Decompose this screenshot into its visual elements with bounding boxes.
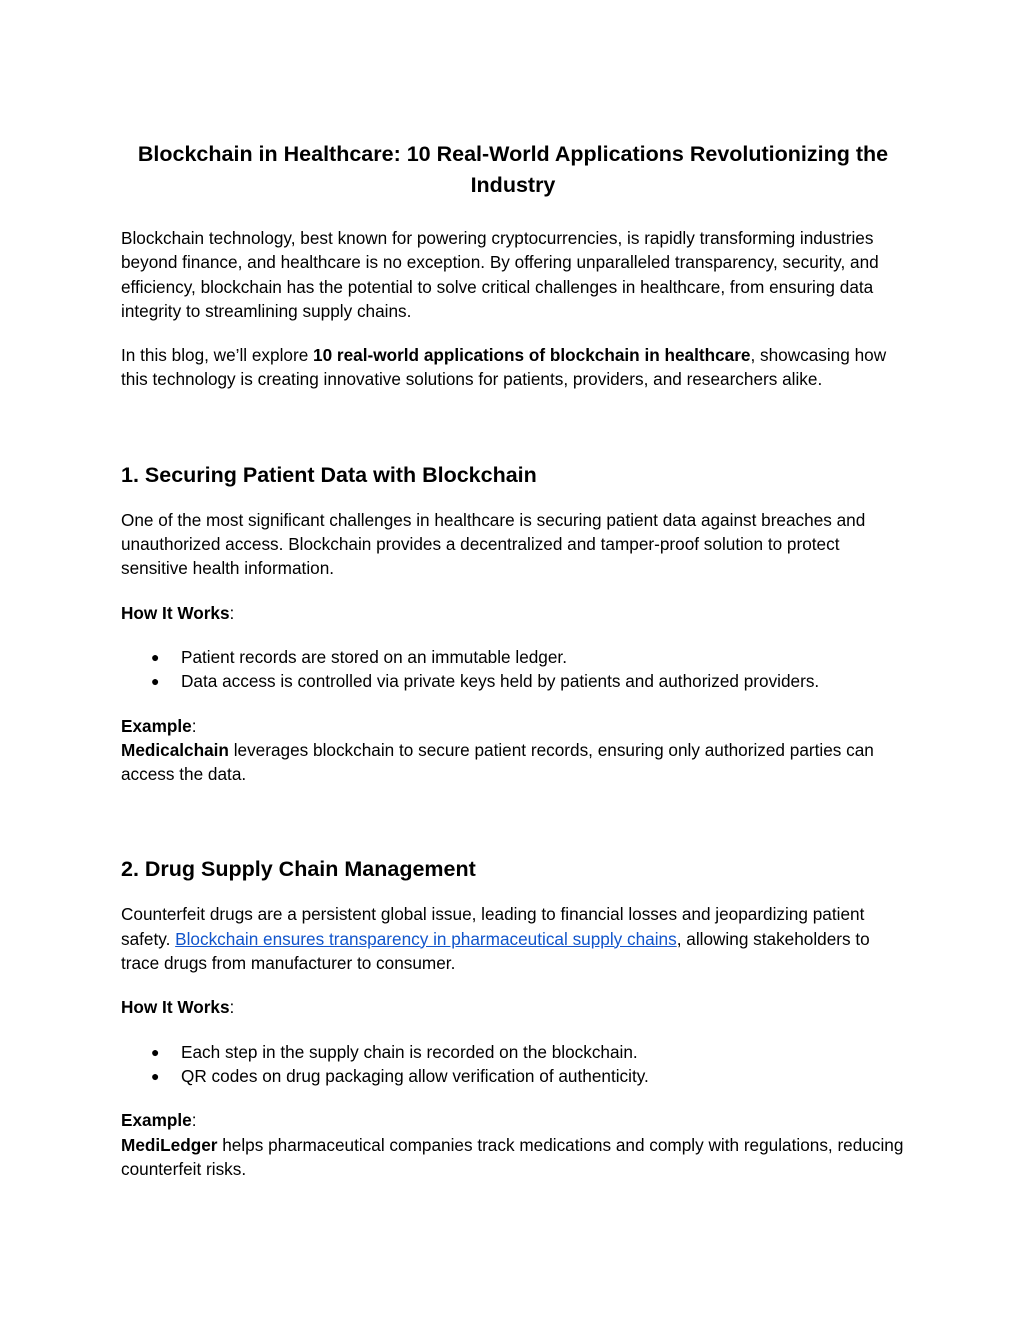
list-item xyxy=(121,1064,905,1088)
colon: : xyxy=(229,997,235,1018)
example-name: MediLedger xyxy=(121,1134,218,1155)
colon: : xyxy=(191,715,197,736)
how-it-works-label xyxy=(121,995,905,1019)
how-it-works-text: How It Works xyxy=(121,602,230,623)
example-description: leverages blockchain to secure patient records, ensuring only authorized parties can access the data. xyxy=(121,739,874,785)
example-label xyxy=(121,1108,905,1132)
bullet-list xyxy=(121,1040,905,1089)
example-label xyxy=(121,714,905,738)
how-it-works-text: How It Works xyxy=(121,997,230,1018)
document-page xyxy=(121,139,905,1181)
intro-paragraph: Blockchain technology, best known for powering cryptocurrencies, is rapidly transforming industries beyond finance, and healthcare is no exception. By offering unparalleled transparency, security, and efficiency, blockchain has the potential to solve critical challenges in healthcare, from ensuring data integrity to streamlining supply chains. xyxy=(121,228,879,321)
list-item-text: Patient records are stored on an immutable ledger. xyxy=(181,646,567,667)
bullet-list xyxy=(121,645,905,694)
example-block xyxy=(121,714,905,787)
example-label-text: Example xyxy=(121,1110,192,1131)
intro-text: , showcasing how this technology is creating innovative solutions for patients, providers, and researchers alike. xyxy=(121,345,887,390)
section-body-text: , allowing stakeholders to trace drugs from manufacturer to consumer. xyxy=(121,928,870,974)
bullet-icon: ● xyxy=(151,648,160,665)
example-name: Medicalchain xyxy=(121,739,229,760)
colon: : xyxy=(191,1110,197,1131)
section-body xyxy=(121,902,905,975)
list-item-text: QR codes on drug packaging allow verification of authenticity. xyxy=(181,1065,649,1086)
example-description: helps pharmaceutical companies track medications and comply with regulations, reducing counterfeit risks. xyxy=(121,1134,904,1179)
example-label-text: Example xyxy=(121,715,192,736)
list-item xyxy=(121,669,905,693)
document-title: Blockchain in Healthcare: 10 Real-World Applications Revolutionizing the Industry xyxy=(137,142,889,197)
example-block xyxy=(121,1108,905,1181)
bullet-icon: ● xyxy=(151,673,160,690)
example-text xyxy=(121,738,905,787)
list-item-text: Data access is controlled via private keys held by patients and authorized providers. xyxy=(181,671,820,692)
supply-chain-link[interactable]: Blockchain ensures transparency in pharmaceutical supply chains xyxy=(175,928,677,949)
section-body-text: Counterfeit drugs are a persistent global issue, leading to financial losses and jeopardizing patient safety. xyxy=(121,904,865,949)
bullet-icon: ● xyxy=(151,1067,160,1084)
list-item xyxy=(121,1040,905,1064)
section-heading: 1. Securing Patient Data with Blockchain xyxy=(121,462,537,487)
section-body: One of the most significant challenges in healthcare is securing patient data against breaches and unauthorized access. Blockchain provides a decentralized and tamper-proof solution to protect sensitive health information. xyxy=(121,509,866,579)
how-it-works-label xyxy=(121,601,905,625)
list-item-text: Each step in the supply chain is recorded on the blockchain. xyxy=(181,1041,638,1062)
bullet-icon: ● xyxy=(151,1043,160,1060)
intro-paragraph-2 xyxy=(121,343,905,392)
intro-text: In this blog, we’ll explore xyxy=(121,345,314,366)
colon: : xyxy=(229,602,235,623)
intro-bold-text: 10 real-world applications of blockchain in healthcare xyxy=(313,345,751,366)
example-text xyxy=(121,1133,905,1182)
list-item xyxy=(121,645,905,669)
section-heading: 2. Drug Supply Chain Management xyxy=(121,857,476,882)
